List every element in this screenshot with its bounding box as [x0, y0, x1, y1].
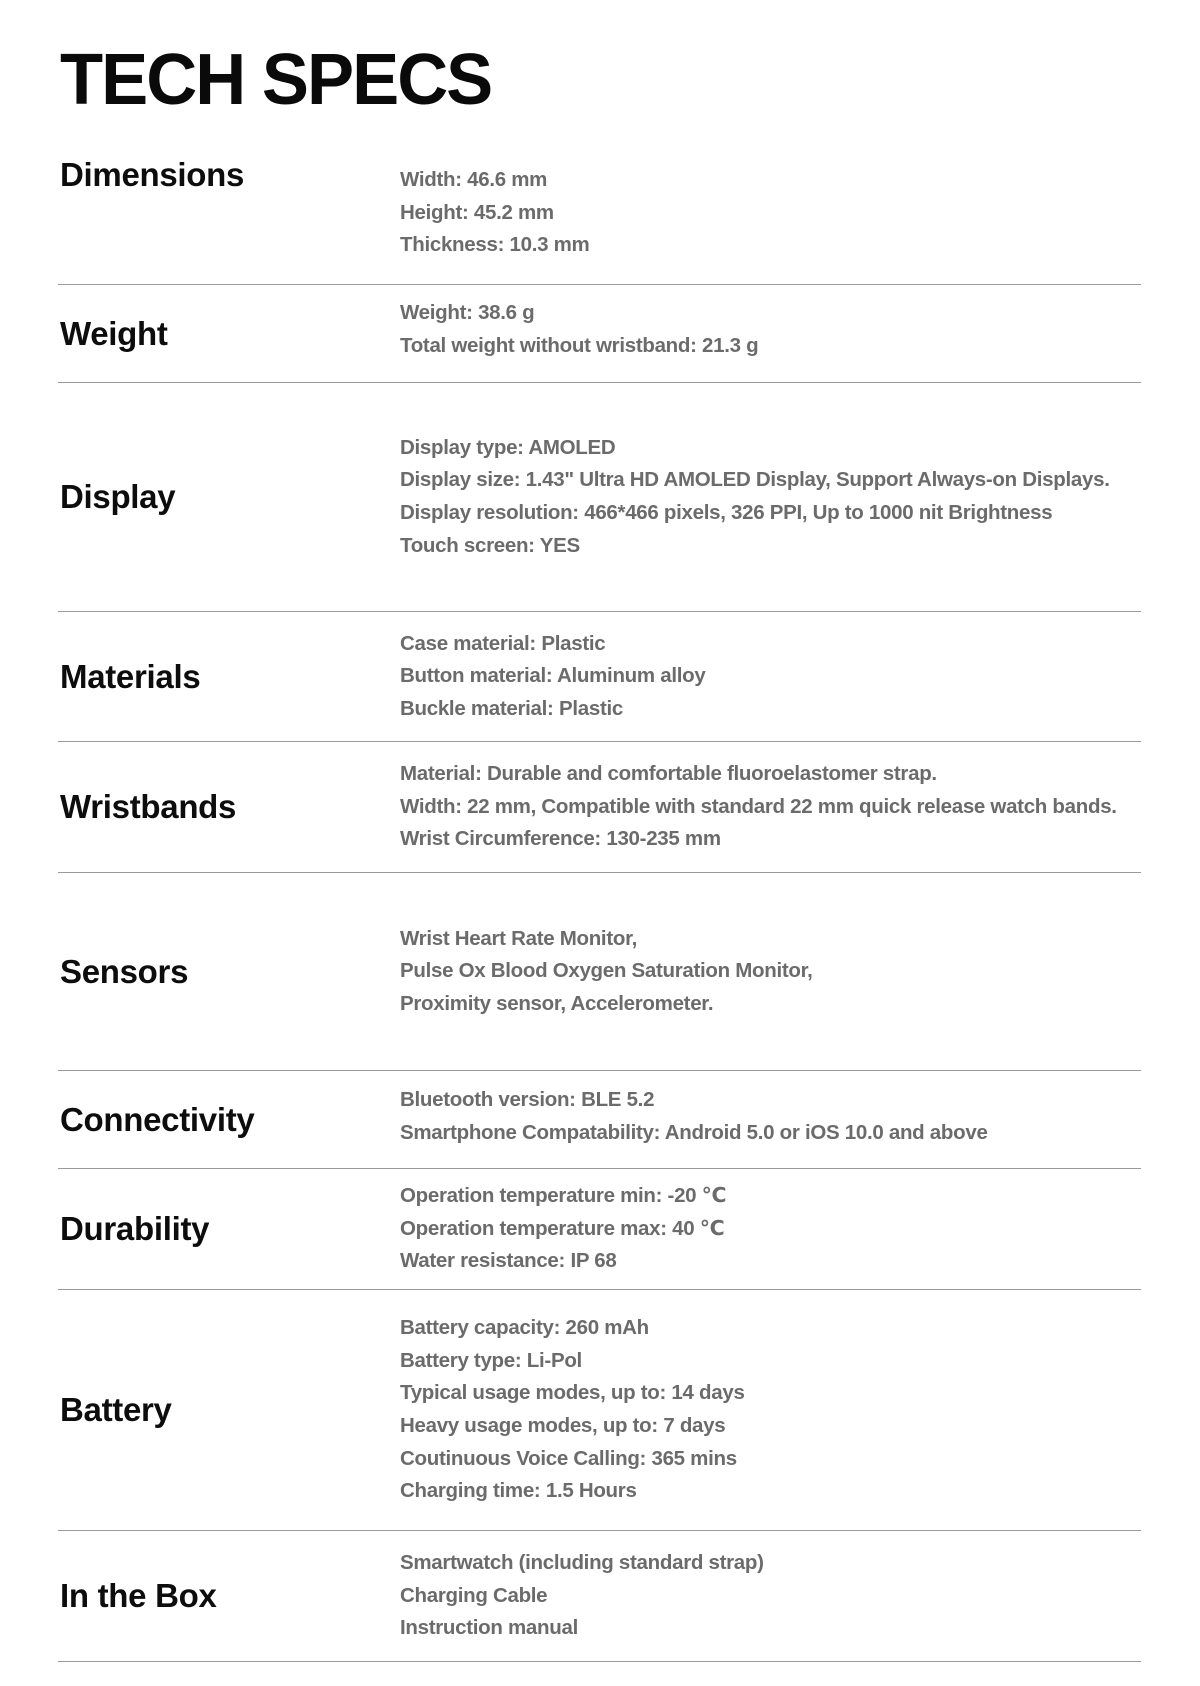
- spec-label: In the Box: [60, 1577, 217, 1614]
- spec-values: [400, 758, 1141, 856]
- spec-values: [400, 923, 1141, 1021]
- spec-value: Charging Cable: [400, 1583, 548, 1607]
- spec-row-display: [58, 383, 1141, 612]
- spec-value: Button material: Aluminum alloy: [400, 664, 706, 688]
- spec-value: Width: 46.6 mm: [400, 168, 548, 191]
- spec-value: Water resistance: IP 68: [400, 1249, 617, 1273]
- spec-value: Smartwatch (including standard strap): [400, 1551, 764, 1575]
- spec-value: Pulse Ox Blood Oxygen Saturation Monitor,: [400, 959, 813, 983]
- spec-values: [400, 628, 1141, 726]
- spec-row-sensors: [58, 873, 1141, 1071]
- spec-value: Battery type: Li-Pol: [400, 1348, 582, 1372]
- spec-label: Connectivity: [60, 1100, 255, 1138]
- spec-label: Weight: [60, 314, 168, 352]
- spec-value: Touch screen: YES: [400, 533, 580, 557]
- spec-values: [400, 1312, 1141, 1508]
- spec-value: Display type: AMOLED: [400, 435, 616, 459]
- spec-label: Wristbands: [60, 788, 237, 825]
- spec-label: Materials: [60, 657, 201, 695]
- spec-value: Coutinuous Voice Calling: 365 mins: [400, 1446, 737, 1470]
- spec-row-in-the-box: [58, 1531, 1141, 1662]
- spec-row-dimensions: [58, 150, 1141, 285]
- spec-value: Thickness: 10.3 mm: [400, 233, 590, 257]
- spec-value: Buckle material: Plastic: [400, 696, 623, 720]
- spec-row-weight: [58, 285, 1141, 383]
- spec-value: Battery capacity: 260 mAh: [400, 1316, 649, 1340]
- spec-label: Sensors: [60, 952, 189, 990]
- specs-table: [58, 150, 1141, 1662]
- spec-values: [400, 1547, 1141, 1645]
- spec-value: Operation temperature max: 40 ℃: [400, 1216, 725, 1240]
- spec-label: Dimensions: [60, 156, 245, 193]
- spec-value: Heavy usage modes, up to: 7 days: [400, 1414, 726, 1437]
- spec-value: Display size: 1.43" Ultra HD AMOLED Display, Support Always-on Displays.: [400, 468, 1110, 492]
- spec-value: Weight: 38.6 g: [400, 300, 535, 324]
- spec-value: Operation temperature min: -20 ℃: [400, 1184, 727, 1208]
- spec-value: Case material: Plastic: [400, 631, 606, 655]
- spec-value: Smartphone Compatability: Android 5.0 or iOS 10.0 and above: [400, 1120, 988, 1144]
- spec-values: [400, 164, 1141, 262]
- spec-value: Instruction manual: [400, 1616, 578, 1640]
- spec-values: [400, 432, 1141, 562]
- spec-label: Display: [60, 478, 176, 515]
- spec-value: Bluetooth version: BLE 5.2: [400, 1087, 655, 1111]
- spec-value: Display resolution: 466*466 pixels, 326 PPI, Up to 1000 nit Brightness: [400, 501, 1053, 524]
- spec-values: [400, 297, 1141, 362]
- page-title: TECH SPECS: [60, 40, 492, 120]
- spec-row-durability: [58, 1169, 1141, 1290]
- spec-value: Material: Durable and comfortable fluoroelastomer strap.: [400, 762, 937, 786]
- spec-value: Width: 22 mm, Compatible with standard 22 mm quick release watch bands.: [400, 794, 1117, 818]
- spec-value: Charging time: 1.5 Hours: [400, 1479, 637, 1503]
- spec-values: [400, 1084, 1141, 1149]
- spec-row-materials: [58, 612, 1141, 742]
- spec-label: Battery: [60, 1391, 172, 1428]
- spec-value: Height: 45.2 mm: [400, 200, 554, 224]
- spec-value: Typical usage modes, up to: 14 days: [400, 1381, 745, 1405]
- spec-value: Total weight without wristband: 21.3 g: [400, 333, 759, 357]
- spec-row-battery: [58, 1290, 1141, 1531]
- spec-row-connectivity: [58, 1071, 1141, 1169]
- spec-value: Proximity sensor, Accelerometer.: [400, 991, 714, 1015]
- spec-label: Durability: [60, 1210, 210, 1247]
- spec-value: Wrist Circumference: 130-235 mm: [400, 827, 721, 851]
- spec-row-wristbands: [58, 742, 1141, 873]
- spec-values: [400, 1180, 1141, 1278]
- spec-value: Wrist Heart Rate Monitor,: [400, 926, 638, 950]
